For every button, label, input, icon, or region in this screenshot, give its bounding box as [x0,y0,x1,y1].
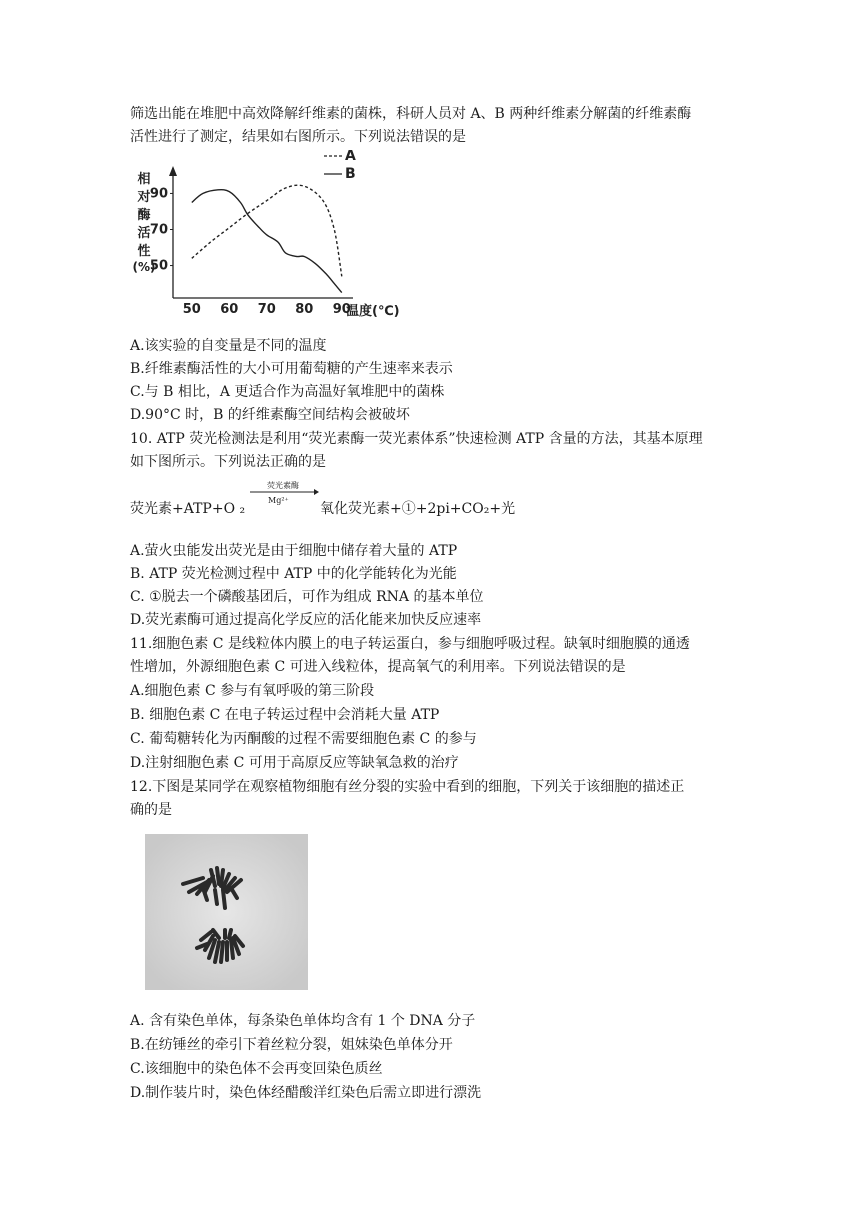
q10-option-a: A.萤火虫能发出荧光是由于细胞中储存着大量的 ATP [130,543,458,559]
q11-option-b: B. 细胞色素 C 在电子转运过程中会消耗大量 ATP [130,707,440,723]
cofactor-label: Mg²⁺ [268,496,289,505]
chart-legend [324,150,356,182]
reactants: 荧光素+ATP+O ₂ [130,501,246,517]
q10-stem-line1: 10. ATP 荧光检测法是利用“荧光素酶一荧光素体系”快速检测 ATP 含量的方法，其基本原理 [130,431,703,447]
x-tick-label: 70 [257,302,276,317]
q10-option-c: C. ①脱去一个磷酸基团后，可作为组成 RNA 的基本单位 [130,589,484,605]
x-axis-label: 温度(℃) [346,304,400,319]
q9-option-a: A.该实验的自变量是不同的温度 [130,338,327,354]
q11-option-a: A.细胞色素 C 参与有氧呼吸的第三阶段 [130,683,375,699]
series-line-a [192,185,342,276]
reaction-arrow-icon [248,488,320,496]
y-label-char: 活 [137,226,151,241]
x-tick-label: 80 [295,302,314,317]
products: 氧化荧光素+①+2pi+CO₂+光 [320,501,516,517]
q9-option-b: B.纤维素酶活性的大小可用葡萄糖的产生速率来表示 [130,361,453,377]
q9-stem-line2: 活性进行了测定，结果如右图所示。下列说法错误的是 [130,129,466,145]
q11-stem-line2: 性增加，外源细胞色素 C 可进入线粒体，提高氧气的利用率。下列说法错误的是 [130,659,626,675]
atp-reaction-equation [130,480,550,524]
q12-option-d: D.制作装片时，染色体经醋酸洋红染色后需立即进行漂洗 [130,1085,482,1101]
q12-option-a: A. 含有染色单体，每条染色单体均含有 1 个 DNA 分子 [130,1013,476,1029]
y-label-char: 酶 [137,208,151,223]
q12-stem-line1: 12.下图是某同学在观察植物细胞有丝分裂的实验中看到的细胞，下列关于该细胞的描述正 [130,779,685,795]
x-tick-label: 60 [220,302,239,317]
q12-option-b: B.在纺锤丝的牵引下着丝粒分裂，姐妹染色单体分开 [130,1037,453,1053]
y-label-char: 性 [137,244,151,259]
chart-axes [169,166,353,298]
q9-stem-line1: 筛选出能在堆肥中高效降解纤维素的菌株，科研人员对 A、B 两种纤维素分解菌的纤维素酶 [130,106,692,122]
legend-label-a: A [345,150,356,164]
y-tick-label: 70 [149,222,168,238]
q10-stem-line2: 如下图所示。下列说法正确的是 [130,454,326,470]
y-tick-label: 90 [149,186,168,202]
q12-option-c: C.该细胞中的染色体不会再变回染色质丝 [130,1061,383,1077]
q10-option-b: B. ATP 荧光检测过程中 ATP 中的化学能转化为光能 [130,566,457,582]
mitosis-micrograph [145,834,308,990]
q9-option-d: D.90°C 时，B 的纤维素酶空间结构会被破坏 [130,407,410,423]
enzyme-activity-chart [128,150,418,325]
legend-label-b: B [345,166,356,182]
y-tick-label: 50 [149,258,168,274]
chart-series [192,185,342,292]
enzyme-label: 荧光素酶 [267,481,299,490]
q11-option-c: C. 葡萄糖转化为丙酮酸的过程不需要细胞色素 C 的参与 [130,731,477,747]
q11-stem-line1: 11.细胞色素 C 是线粒体内膜上的电子转运蛋白，参与细胞呼吸过程。缺氧时细胞膜的通透 [130,636,690,652]
y-label-char: 相 [137,172,151,187]
series-line-b [192,190,342,293]
q12-stem-line2: 确的是 [130,802,172,818]
q11-option-d: D.注射细胞色素 C 可用于高原反应等缺氧急救的治疗 [130,755,459,771]
q9-option-c: C.与 B 相比，A 更适合作为高温好氧堆肥中的菌株 [130,384,445,400]
q10-option-d: D.荧光素酶可通过提高化学反应的活化能来加快反应速率 [130,612,482,628]
y-axis-arrow-icon [169,166,177,176]
x-tick-label: 90 [332,302,351,317]
y-label-char: 对 [137,190,151,205]
y-label-char: (%) [132,260,156,274]
x-tick-label: 50 [182,302,201,317]
